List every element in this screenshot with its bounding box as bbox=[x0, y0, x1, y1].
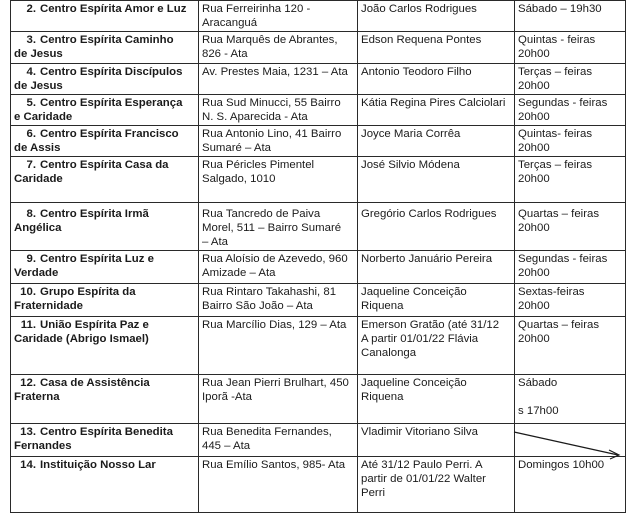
contact-cell: Kátia Regina Pires Calciolari bbox=[358, 95, 515, 126]
table-body bbox=[11, 1, 626, 513]
contact-cell: Até 31/12 Paulo Perri. A partir de 01/01/22 Walter Perri bbox=[358, 457, 515, 513]
contact-cell: Vladimir Vitoriano Silva bbox=[358, 424, 515, 457]
row-number: 14. bbox=[20, 459, 36, 471]
row-number: 4. bbox=[26, 66, 36, 78]
schedule-cell: Sábado – 19h30 bbox=[515, 1, 626, 32]
center-name: União Espírita Paz e Caridade (Abrigo Ismael) bbox=[14, 319, 149, 345]
center-name-cell bbox=[11, 457, 199, 513]
contact-cell: João Carlos Rodrigues bbox=[358, 1, 515, 32]
address-cell: Av. Prestes Maia, 1231 – Ata bbox=[199, 64, 358, 95]
contact-cell: José Silvio Módena bbox=[358, 157, 515, 203]
center-name: Centro Espírita Irmã Angélica bbox=[14, 208, 149, 234]
row-number: 13. bbox=[20, 426, 36, 438]
center-name: Instituição Nosso Lar bbox=[40, 459, 156, 471]
table-row bbox=[11, 457, 626, 513]
row-number: 7. bbox=[26, 159, 36, 171]
schedule-cell: Sextas-feiras 20h00 bbox=[515, 284, 626, 317]
center-name-cell bbox=[11, 317, 199, 375]
address-cell: Rua Emílio Santos, 985- Ata bbox=[199, 457, 358, 513]
address-cell: Rua Ferreirinha 120 - Aracanguá bbox=[199, 1, 358, 32]
center-name: Centro Espírita Francisco de Assis bbox=[14, 128, 179, 154]
contact-cell: Edson Requena Pontes bbox=[358, 32, 515, 64]
schedule-cell: Terças – feiras 20h00 bbox=[515, 64, 626, 95]
row-number: 12. bbox=[20, 377, 36, 389]
schedule-cell: Quartas – feiras 20h00 bbox=[515, 317, 626, 375]
center-name-cell bbox=[11, 251, 199, 284]
contact-cell: Norberto Januário Pereira bbox=[358, 251, 515, 284]
table-row bbox=[11, 424, 626, 457]
center-name-cell bbox=[11, 203, 199, 251]
center-name: Centro Espírita Esperança e Caridade bbox=[14, 97, 183, 123]
row-number: 2. bbox=[26, 3, 36, 15]
address-cell: Rua Péricles Pimentel Salgado, 1010 bbox=[199, 157, 358, 203]
center-name-cell bbox=[11, 375, 199, 424]
table-row bbox=[11, 32, 626, 64]
contact-cell: Emerson Gratão (até 31/12 A partir 01/01/22 Flávia Canalonga bbox=[358, 317, 515, 375]
center-name-cell bbox=[11, 64, 199, 95]
spiritist-centers-table bbox=[10, 0, 626, 513]
table-row bbox=[11, 126, 626, 157]
table-row bbox=[11, 1, 626, 32]
table-row bbox=[11, 251, 626, 284]
table-row bbox=[11, 95, 626, 126]
center-name: Centro Espírita Amor e Luz bbox=[40, 3, 187, 15]
schedule-cell: Terças – feiras 20h00 bbox=[515, 157, 626, 203]
row-number: 11. bbox=[20, 319, 36, 331]
table-row bbox=[11, 375, 626, 424]
address-cell: Rua Jean Pierri Brulhart, 450 Iporã -Ata bbox=[199, 375, 358, 424]
address-cell: Rua Antonio Lino, 41 Bairro Sumaré – Ata bbox=[199, 126, 358, 157]
address-cell: Rua Rintaro Takahashi, 81 Bairro São João – Ata bbox=[199, 284, 358, 317]
center-name-cell bbox=[11, 1, 199, 32]
schedule-cell: Quintas- feiras 20h00 bbox=[515, 126, 626, 157]
row-number: 9. bbox=[26, 253, 36, 265]
contact-cell: Jaqueline Conceição Riquena bbox=[358, 284, 515, 317]
center-name: Centro Espírita Casa da Caridade bbox=[14, 159, 169, 185]
center-name-cell bbox=[11, 424, 199, 457]
schedule-cell: Quartas – feiras 20h00 bbox=[515, 203, 626, 251]
table-row bbox=[11, 203, 626, 251]
table-row bbox=[11, 284, 626, 317]
schedule-cell: Segundas - feiras 20h00 bbox=[515, 95, 626, 126]
row-number: 10. bbox=[20, 286, 36, 298]
center-name-cell bbox=[11, 32, 199, 64]
schedule-cell: Quintas - feiras 20h00 bbox=[515, 32, 626, 64]
address-cell: Rua Marquês de Abrantes, 826 - Ata bbox=[199, 32, 358, 64]
center-name: Casa de Assistência Fraterna bbox=[14, 377, 150, 403]
center-name: Centro Espírita Caminho de Jesus bbox=[14, 34, 174, 60]
table-row bbox=[11, 317, 626, 375]
row-number: 6. bbox=[26, 128, 36, 140]
schedule-cell bbox=[515, 424, 626, 457]
address-cell: Rua Benedita Fernandes, 445 – Ata bbox=[199, 424, 358, 457]
center-name: Centro Espírita Discípulos de Jesus bbox=[14, 66, 183, 92]
address-cell: Rua Tancredo de Paiva Morel, 511 – Bairro Sumaré – Ata bbox=[199, 203, 358, 251]
address-cell: Rua Marcílio Dias, 129 – Ata bbox=[199, 317, 358, 375]
center-name-cell bbox=[11, 95, 199, 126]
address-cell: Rua Sud Minucci, 55 Bairro N. S. Aparecida - Ata bbox=[199, 95, 358, 126]
center-name-cell bbox=[11, 284, 199, 317]
table-row bbox=[11, 64, 626, 95]
center-name: Grupo Espírita da Fraternidade bbox=[14, 286, 136, 312]
row-number: 8. bbox=[26, 208, 36, 220]
contact-cell: Joyce Maria Corrêa bbox=[358, 126, 515, 157]
center-name-cell bbox=[11, 126, 199, 157]
contact-cell: Antonio Teodoro Filho bbox=[358, 64, 515, 95]
schedule-cell: Segundas - feiras 20h00 bbox=[515, 251, 626, 284]
table-row bbox=[11, 157, 626, 203]
row-number: 5. bbox=[26, 97, 36, 109]
schedule-cell: Domingos 10h00 bbox=[515, 457, 626, 513]
contact-cell: Gregório Carlos Rodrigues bbox=[358, 203, 515, 251]
center-name-cell bbox=[11, 157, 199, 203]
center-name: Centro Espírita Benedita Fernandes bbox=[14, 426, 173, 452]
row-number: 3. bbox=[26, 34, 36, 46]
address-cell: Rua Aloísio de Azevedo, 960 Amizade – Ata bbox=[199, 251, 358, 284]
center-name: Centro Espírita Luz e Verdade bbox=[14, 253, 154, 279]
contact-cell: Jaqueline Conceição Riquena bbox=[358, 375, 515, 424]
schedule-cell: Sábado s 17h00 bbox=[515, 375, 626, 424]
